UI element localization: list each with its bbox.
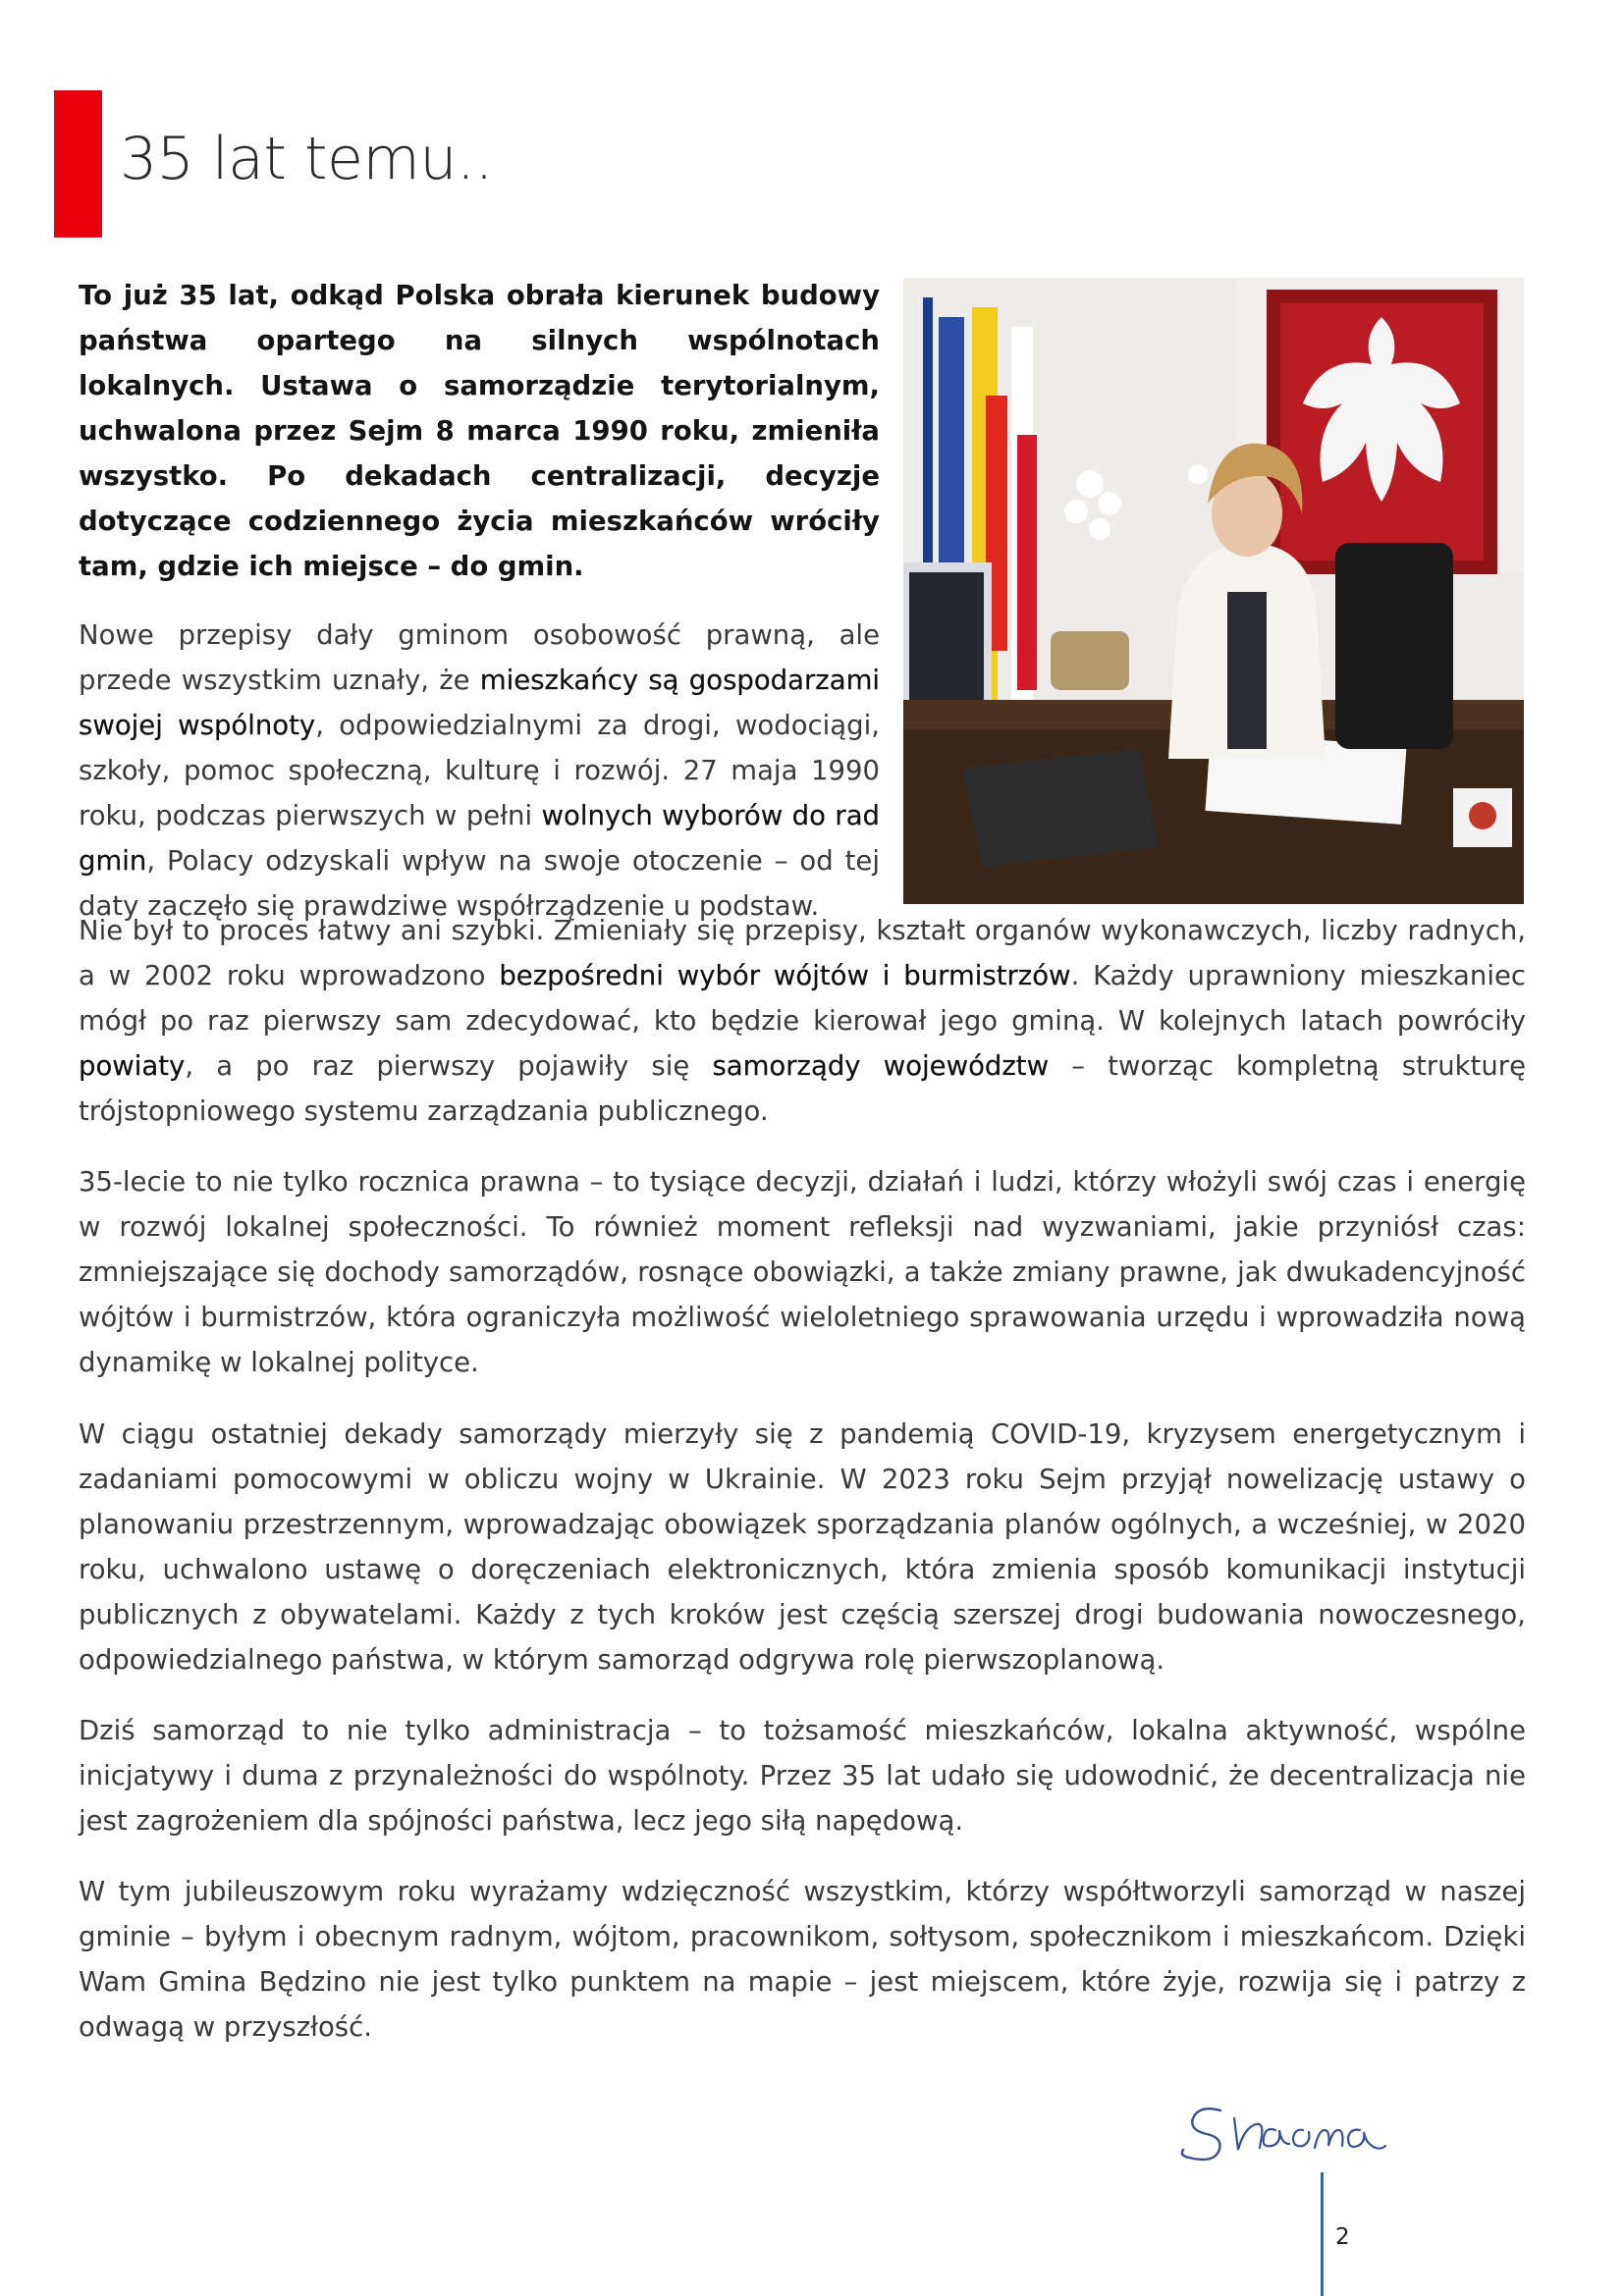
title-accent-bar <box>54 90 102 238</box>
p2-highlight-voivodeships: samorządy województw <box>712 1050 1050 1082</box>
p2-highlight-counties: powiaty <box>79 1050 186 1082</box>
paragraph-6: W tym jubileuszowym roku wyrażamy wdzięczność wszystkim, którzy współtworzyli samorząd w naszej gminie – byłym i obecnym radnym, wójtom, pracownikom, sołtysom, społecznikom i mieszkańcom. Dzięki Wam Gmina Będzino nie jest tylko punktem na mapie – jest miejscem, które żyje, rozwija się i patrzy z odwagą w przyszłość. <box>79 1876 1526 2043</box>
p2-text-e: , a po raz pierwszy pojawiły się <box>185 1050 713 1082</box>
page-number-divider <box>1321 2172 1324 2296</box>
paragraph-2 <box>79 908 1526 1134</box>
p1-text-c: , odpowiedzialnymi za drogi, wodociągi, szkoły, pomoc społeczną, kulturę i rozwój. 27 maja 1990 roku, podczas pierwszych w pełni <box>79 710 880 831</box>
paragraph-4: W ciągu ostatniej dekady samorządy mierzyły się z pandemią COVID-19, kryzysem energetycznym i zadaniami pomocowymi w obliczu wojny w Ukrainie. W 2023 roku Sejm przyjął nowelizację ustawy o planowaniu przestrzennym, wprowadzając obowiązek sporządzania planów ogólnych, a wcześniej, w 2020 roku, uchwalono ustawę o doręczeniach elektronicznych, która zmienia sposób komunikacji instytucji publicznych z obywatelami. Każdy z tych kroków jest częścią szerszej drogi budowania nowoczesnego, odpowiedzialnego państwa, w którym samorząd odgrywa rolę pierwszoplanową. <box>79 1418 1526 1676</box>
p2-text-g: – tworząc kompletną strukturę trójstopniowego systemu zarządzania publicznego. <box>79 1050 1526 1127</box>
paragraph-5: Dziś samorząd to nie tylko administracja – to tożsamość mieszkańców, lokalna aktywność, wspólne inicjatywy i duma z przynależności do wspólnoty. Przez 35 lat udało się udowodnić, że decentralizacja nie jest zagrożeniem dla spójności państwa, lecz jego siłą napędową. <box>79 1715 1526 1837</box>
paragraph-1 <box>79 613 880 929</box>
lead-paragraph: To już 35 lat, odkąd Polska obrała kierunek budowy państwa opartego na silnych wspólnotach lokalnych. Ustawa o samorządzie terytorialnym, uchwalona przez Sejm 8 marca 1990 roku, zmieniła wszystko. Po dekadach centralizacji, decyzje dotyczące codziennego życia mieszkańców wróciły tam, gdzie ich miejsce – do gmin. <box>79 280 880 582</box>
signature-image <box>1173 2089 1419 2167</box>
p1-highlight-residents: mieszkańcy są gospodarzami swojej wspólnoty <box>79 665 881 741</box>
page-number: 2 <box>1335 2224 1350 2250</box>
p2-text-a: Nie był to proces łatwy ani szybki. Zmieniały się przepisy, kształt organów wykonawczych, liczby radnych, a w 2002 roku wprowadzono <box>79 915 1526 991</box>
p1-text-a: Nowe przepisy dały gminom osobowość prawną, ale przede wszystkim uznały, że <box>79 619 880 696</box>
paragraph-3: 35-lecie to nie tylko rocznica prawna – to tysiące decyzji, działań i ludzi, którzy włożyli swój czas i energię w rozwój lokalnej społeczności. To również moment refleksji nad wyzwaniami, jakie przyniósł czas: zmniejszające się dochody samorządów, rosnące obowiązki, a także zmiany prawne, jak dwukadencyjność wójtów i burmistrzów, która ograniczyła możliwość wieloletniego sprawowania urzędu i wprowadziła nową dynamikę w lokalnej polityce. <box>79 1166 1526 1378</box>
p1-highlight-elections: wolnych wyborów do rad gmin <box>79 800 880 877</box>
page-title: 35 lat temu.. <box>120 125 494 193</box>
p2-text-c: . Każdy uprawniony mieszkaniec mógł po raz pierwszy sam zdecydować, kto będzie kierował jego gminą. W kolejnych latach powróciły <box>79 960 1527 1037</box>
intro-column <box>79 273 880 929</box>
p1-text-e: , Polacy odzyskali wpływ na swoje otoczenie – od tej daty zaczęło się prawdziwe współrządzenie u podstaw. <box>79 845 880 922</box>
p2-highlight-direct-election: bezpośredni wybór wójtów i burmistrzów <box>499 960 1071 991</box>
mayor-photo <box>903 278 1524 904</box>
